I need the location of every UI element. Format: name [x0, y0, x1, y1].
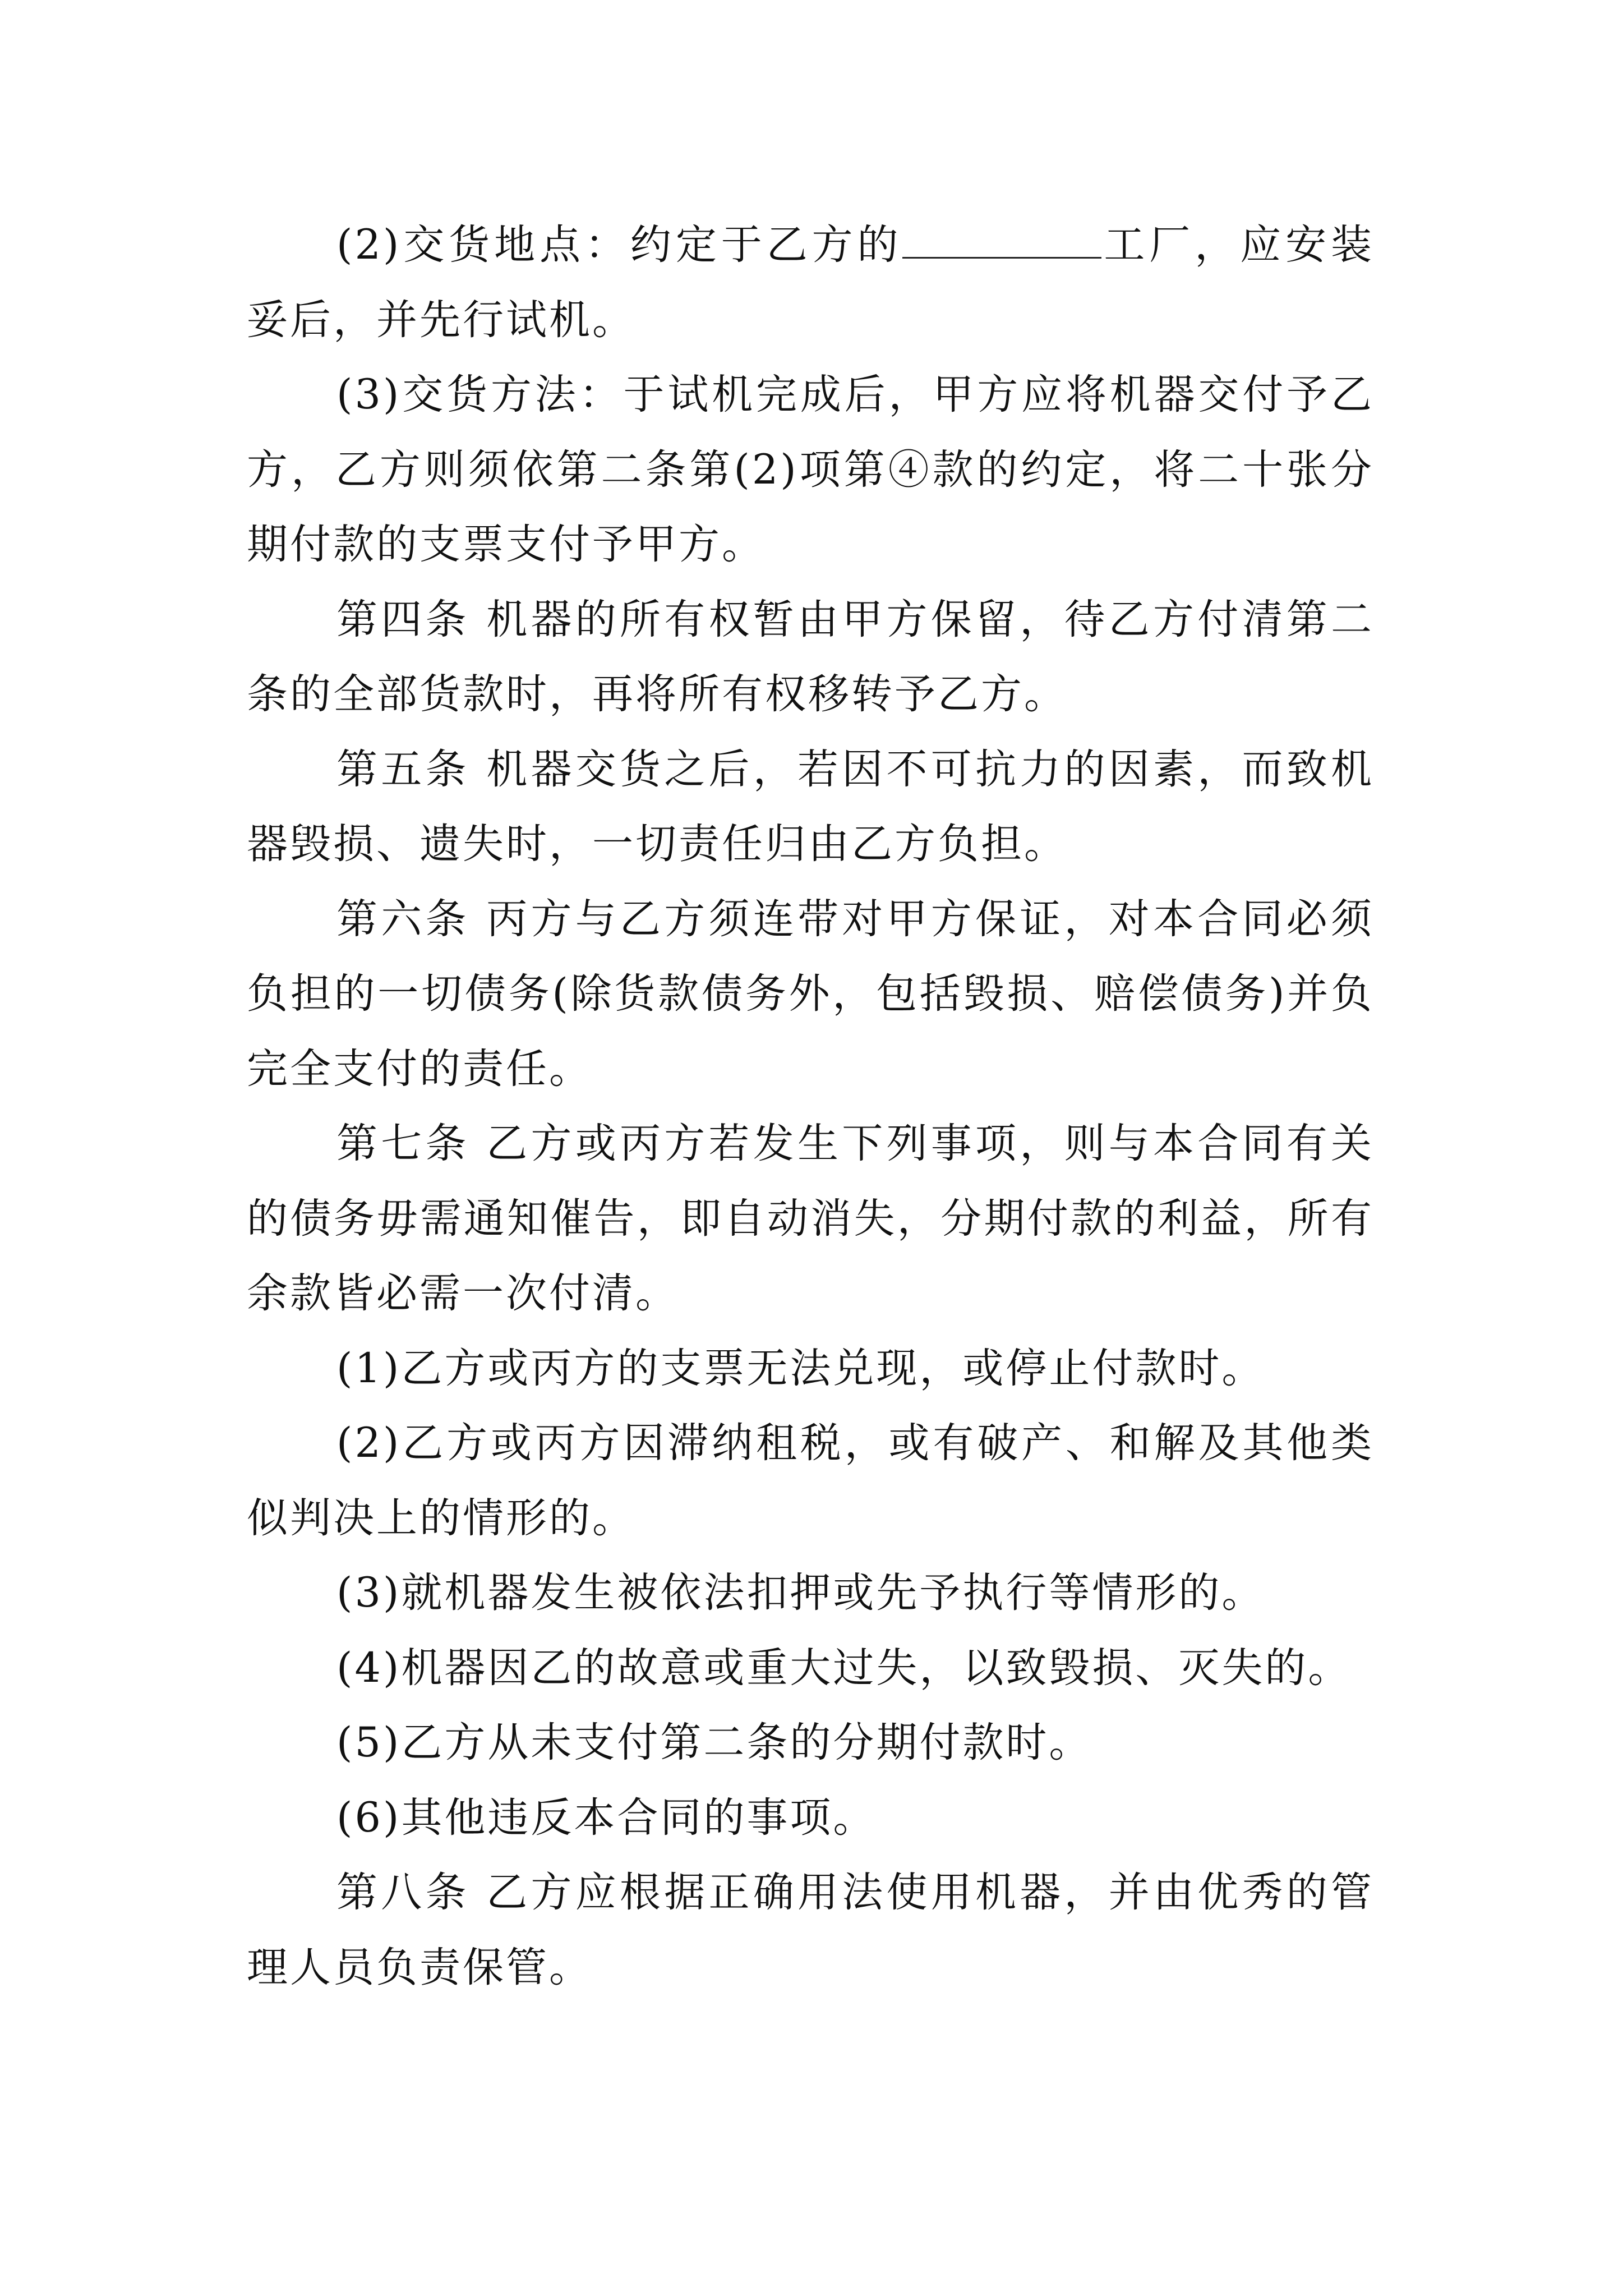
fill-in-blank: [902, 220, 1101, 259]
paragraph-text: (2)交货地点：约定于乙方的: [336, 221, 903, 269]
paragraph-delivery-location: [247, 208, 1374, 357]
paragraph-item-1: (1)乙方或丙方的支票无法兑现，或停止付款时。: [336, 1344, 1265, 1392]
paragraph-item-5: (5)乙方从未支付第二条的分期付款时。: [336, 1719, 1092, 1766]
paragraph-article-4: 第四条 机器的所有权暂由甲方保留，待乙方付清第二条的全部货款时，再将所有权移转予乙方。: [247, 595, 1374, 718]
paragraph-item-2: (2)乙方或丙方因滞纳租税，或有破产、和解及其他类似判决上的情形的。: [247, 1419, 1374, 1542]
paragraph-item-4: (4)机器因乙的故意或重大过失，以致毁损、灭失的。: [336, 1644, 1352, 1692]
paragraph-article-7: 第七条 乙方或丙方若发生下列事项，则与本合同有关的债务毋需通知催告，即自动消失，分期付款的利益，所有余款皆必需一次付清。: [247, 1120, 1374, 1317]
document-body: [247, 208, 1374, 2005]
paragraph-delivery-method: (3)交货方法：于试机完成后，甲方应将机器交付予乙方，乙方则须依第二条第(2)项第④款的约定，将二十张分期付款的支票支付予甲方。: [247, 371, 1374, 568]
paragraph-item-3: (3)就机器发生被依法扣押或先予执行等情形的。: [336, 1569, 1265, 1617]
paragraph-article-6: 第六条 丙方与乙方须连带对甲方保证，对本合同必须负担的一切债务(除货款债务外，包括毁损、赔偿债务)并负完全支付的责任。: [247, 895, 1374, 1093]
paragraph-item-6: (6)其他违反本合同的事项。: [336, 1793, 877, 1842]
paragraph-article-8: 第八条 乙方应根据正确用法使用机器，并由优秀的管理人员负责保管。: [247, 1869, 1374, 1991]
paragraph-text: 工厂，应安装妥后，并先行试机。: [247, 221, 1374, 344]
paragraph-article-5: 第五条 机器交货之后，若因不可抗力的因素，而致机器毁损、遗失时，一切责任归由乙方负担。: [247, 745, 1374, 868]
